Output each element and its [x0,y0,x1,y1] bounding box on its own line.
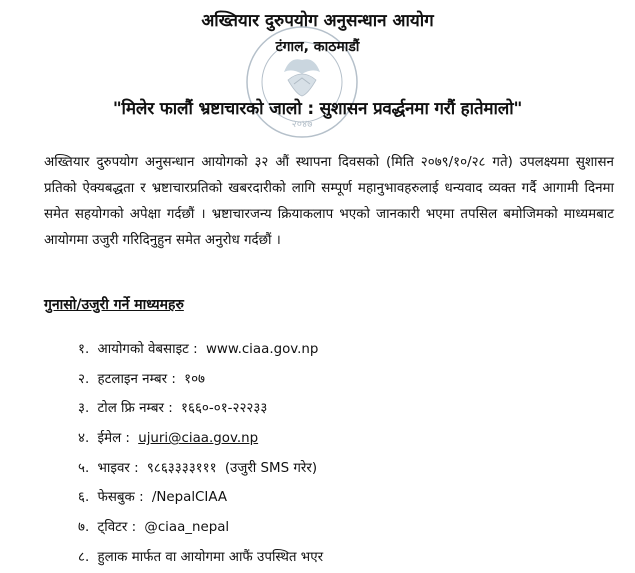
channel-number: १. [78,342,90,357]
channel-label: हटलाइन नम्बर : [97,371,176,387]
channel-number: २. [78,371,90,387]
channel-facebook [78,483,327,513]
organization-address: टंगाल, काठमाडौं [275,39,360,55]
channel-viber [78,454,327,484]
facebook-handle[interactable]: /NepalCIAA [151,490,228,506]
slogan: "मिलेर फालौं भ्रष्टाचारको जालो : सुशासन प्रवर्द्धनमा गरौं हातेमालो" [112,99,523,119]
website-link[interactable]: www.ciaa.gov.np [205,342,319,357]
channel-number: ५. [78,460,90,476]
channel-number: ८. [78,549,90,565]
channel-toll-free [78,394,327,424]
organization-name: अख्तियार दुरुपयोग अनुसन्धान आयोग [201,11,434,31]
complaint-channels-heading: गुनासो/उजुरी गर्ने माध्यमहरु [44,297,184,313]
complaint-channels-list [78,335,327,573]
channel-twitter [78,513,327,543]
channel-label: ट्विटर : [97,520,137,536]
viber-note: (उजुरी SMS गरेर) [224,460,318,476]
channel-label: फेसबुक : [97,490,144,506]
channel-label: भाइवर : [97,460,139,476]
channel-email [78,424,327,454]
channel-number: ३. [78,401,90,417]
channel-label: टोल फ्रि नम्बर : [97,401,173,417]
viber-number: ९८६३३३३१११ [146,460,217,476]
channel-website [78,335,327,365]
channel-label: हुलाक मार्फत वा आयोगमा आफैं उपस्थित भएर [97,549,324,565]
channel-post-or-in-person [78,543,327,573]
channel-number: ६. [78,490,90,506]
email-link[interactable]: ujuri@ciaa.gov.np [138,431,259,447]
seal-year: २०४७ [291,119,313,130]
channel-label: ईमेल : [97,431,130,447]
channel-number: ७. [78,520,90,536]
channel-number: ४. [78,431,90,447]
twitter-handle[interactable]: @ciaa_nepal [144,520,230,536]
channel-label: आयोगको वेबसाइट : [97,342,198,357]
channel-hotline [78,365,327,395]
toll-free-number: १६६०-०१-२२२३३ [181,401,268,417]
notice-body: अख्तियार दुरुपयोग अनुसन्धान आयोगको ३२ औं स्थापना दिवसको (मिति २०७९/१०/२८ गते) उपलक्ष्यमा सुशासन प्रतिको ऐक्यबद्धता र भ्रष्टाचारप्रतिको खबरदारीको लागि सम्पूर्ण महानुभावहरुलाई धन्यवाद व्यक्त गर्दै आगामी दिनमा समेत सहयोगको अपेक्षा गर्दछौं । भ्रष्टाचारजन्य क्रियाकलाप भएको जानकारी भएमा तपसिल बमोजिमको माध्यमबाट आयोगमा उजुरी गरिदिनुहुन समेत अनुरोध गर्दछौं । [44,155,614,248]
hotline-number: १०७ [184,371,205,387]
